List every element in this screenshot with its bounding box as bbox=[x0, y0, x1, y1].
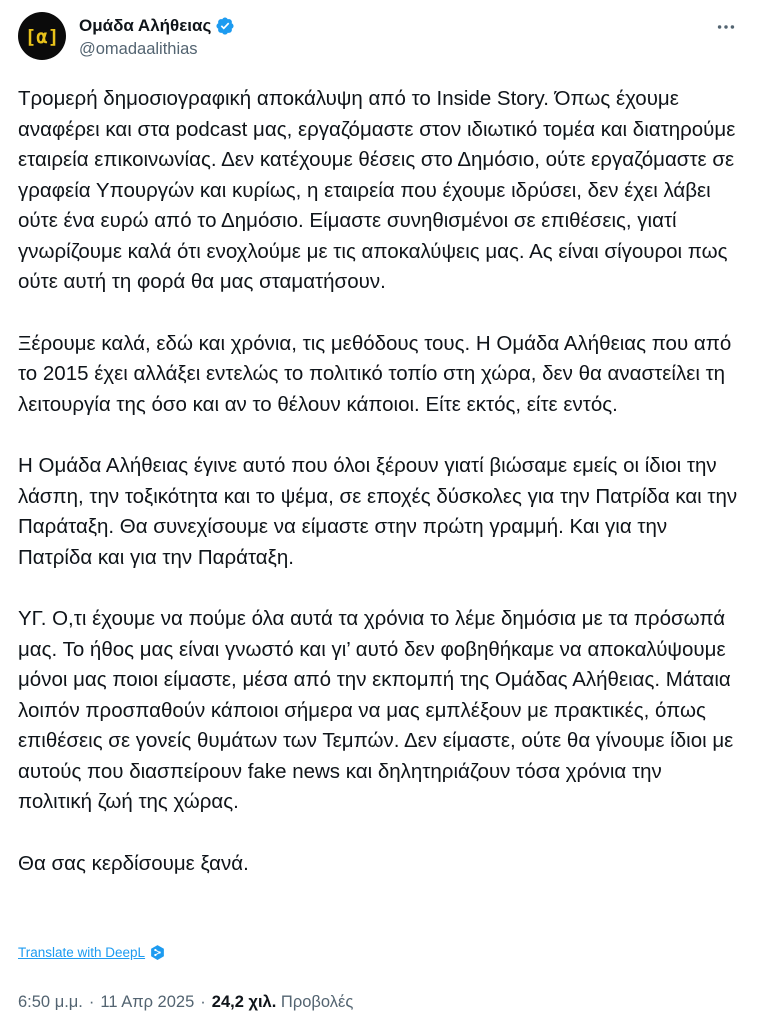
views-label: Προβολές bbox=[280, 993, 354, 1011]
svg-text:[α]: [α] bbox=[24, 26, 60, 48]
verified-badge-icon[interactable] bbox=[215, 16, 235, 36]
tweet-text bbox=[18, 84, 740, 879]
translate-with-deepl-link[interactable] bbox=[18, 944, 166, 961]
tweet-paragraph: ΥΓ. Ο,τι έχουμε να πούμε όλα αυτά τα χρόνια το λέμε δημόσια με τα πρόσωπά μας. Το ήθος μας είναι γνωστό και γι’ αυτό δεν φοβηθήκαμε να αποκαλύψουμε μόνοι μας ποιοι είμαστε, μέσα από την εκπομπή της Ομάδας Αλήθειας. Μάταια λοιπόν προσπαθούν κάποιοι σήμερα να μας εμπλέξουν με πρακτικές, όπως επιθέσεις σε γονείς θυμάτων των Τεμπών. Δεν είμαστε, ούτε θα γίνουμε ίδιοι με αυτούς που διασπείρουν fake news και δηλητηριάζουν τόσα χρόνια την πολιτική ζωή της χώρας. bbox=[18, 607, 734, 813]
paragraph-gap bbox=[18, 573, 740, 604]
tweet-paragraph: Ξέρουμε καλά, εδώ και χρόνια, τις μεθόδους τους. Η Ομάδα Αλήθειας που από το 2015 έχει αλλάξει εντελώς το πολιτικό τοπίο στη χώρα, δεν θα αναστείλει τη λειτουργία της όσο και αν το θέλουν κάποιοι. Είτε εκτός, είτε εντός. bbox=[18, 331, 732, 416]
paragraph-gap bbox=[18, 818, 740, 849]
tweet-date[interactable]: 11 Απρ 2025 bbox=[100, 993, 195, 1011]
translate-label[interactable]: Translate with DeepL bbox=[18, 945, 146, 960]
tweet-paragraph: Θα σας κερδίσουμε ξανά. bbox=[18, 851, 249, 875]
avatar-logo bbox=[18, 12, 66, 60]
tweet-paragraph: Η Ομάδα Αλήθειας έγινε αυτό που όλοι ξέρουν γιατί βιώσαμε εμείς οι ίδιοι την λάσπη, την τοξικότητα και το ψέμα, σε εποχές δύσκολες για την Πατρίδα και την Παράταξη. Θα συνεχίσουμε να είμαστε στην πρώτη γραμμή. Και για την Πατρίδα και για την Παράταξη. bbox=[18, 454, 738, 569]
handle[interactable]: @omadaalithias bbox=[79, 40, 198, 58]
tweet-paragraph: Τρομερή δημοσιογραφική αποκάλυψη από το Inside Story. Όπως έχουμε αναφέρει και στα podcast μας, εργαζόμαστε στον ιδιωτικό τομέα και διατηρούμε εταιρεία επικοινωνίας. Δεν κατέχουμε θέσεις στο Δημόσιο, ούτε εργαζόμαστε σε γραφεία Υπουργών και κυρίως, η εταιρεία που έχουμε ιδρύσει, δεν έχει λάβει ούτε ένα ευρώ από το Δημόσιο. Είμαστε συνηθισμένοι σε επιθέσεις, γιατί γνωρίζουμε καλά ότι ενοχλούμε με τις αποκαλύψεις μας. Ας είναι σίγουροι πως ούτε αυτή τη φορά θα μας σταματήσουν. bbox=[18, 87, 736, 293]
meta-separator: · bbox=[88, 993, 95, 1011]
tweet-metadata bbox=[18, 990, 353, 1014]
avatar[interactable] bbox=[18, 12, 66, 60]
tweet-header bbox=[18, 12, 743, 64]
paragraph-gap bbox=[18, 298, 740, 329]
author-info bbox=[79, 15, 235, 60]
deepl-icon[interactable] bbox=[149, 944, 166, 961]
display-name[interactable]: Ομάδα Αλήθειας bbox=[79, 16, 212, 35]
paragraph-gap bbox=[18, 420, 740, 451]
tweet-time[interactable]: 6:50 μ.μ. bbox=[18, 993, 83, 1011]
views-count[interactable]: 24,2 χιλ. bbox=[211, 993, 277, 1011]
meta-separator: · bbox=[200, 993, 206, 1011]
more-options-icon[interactable] bbox=[709, 16, 743, 38]
